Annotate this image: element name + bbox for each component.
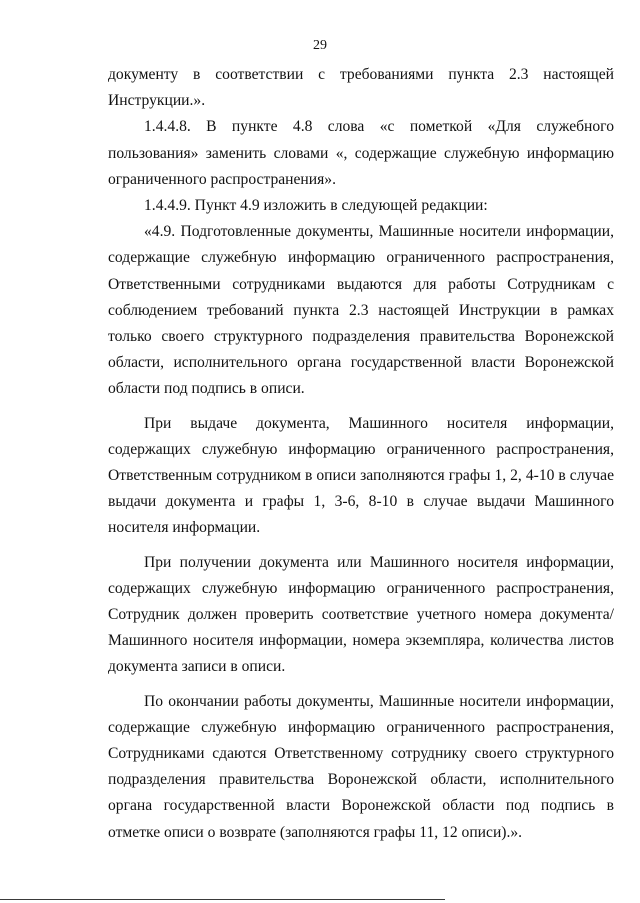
paragraph-issuance: При выдаче документа, Машинного носителя информации, содержащих служебную информацию ограниченного распространения, Ответственным сотрудником в описи заполняются графы 1, 2, 4-10 в случае выдачи документа и графы 1, 3-6, 8-10 в случае выдачи Машинного носителя информации. <box>108 414 614 537</box>
page-number: 29 <box>313 38 327 53</box>
paragraph-4-9-text: «4.9. Подготовленные документы, Машинные носители информации, содержащие служебную информацию ограниченного распространения, Ответственными сотрудниками выдаются для работы Сотрудникам с соблюдением требований пункта 2.3 настоящей Инструкции в рамках только своего структурного подразделения правительства Воронежской области, исполнительного органа государственной власти Воронежской области под подпись в описи. <box>108 223 614 398</box>
paragraph-continuation: документу в соответствии с требованиями пункта 2.3 настоящей Инструкции.». <box>108 66 614 110</box>
paragraph-receipt: При получении документа или Машинного носителя информации, содержащих служебную информацию ограниченного распространения, Сотрудник должен проверить соответствие учетного номера документа/Машинного носителя информации, номера экземпляра, количества листов документа записи в описи. <box>108 553 614 676</box>
paragraph-1-4-4-8: 1.4.4.8. В пункте 4.8 слова «с пометкой «Для служебного пользования» заменить словами «, содержащие служебную информацию ограниченного распространения». <box>108 118 614 188</box>
paragraph-1-4-4-9: 1.4.4.9. Пункт 4.9 изложить в следующей редакции: <box>144 197 488 215</box>
document-body <box>108 62 614 846</box>
paragraph-return: По окончании работы документы, Машинные носители информации, содержащие служебную информацию ограниченного распространения, Сотрудниками сдаются Ответственному сотруднику своего структурного подразделения правительства Воронежской области, исполнительного органа государственной власти Воронежской области под подпись в отметке описи о возврате (заполняются графы 11, 12 описи).». <box>108 692 614 841</box>
bottom-divider-line <box>0 899 445 900</box>
